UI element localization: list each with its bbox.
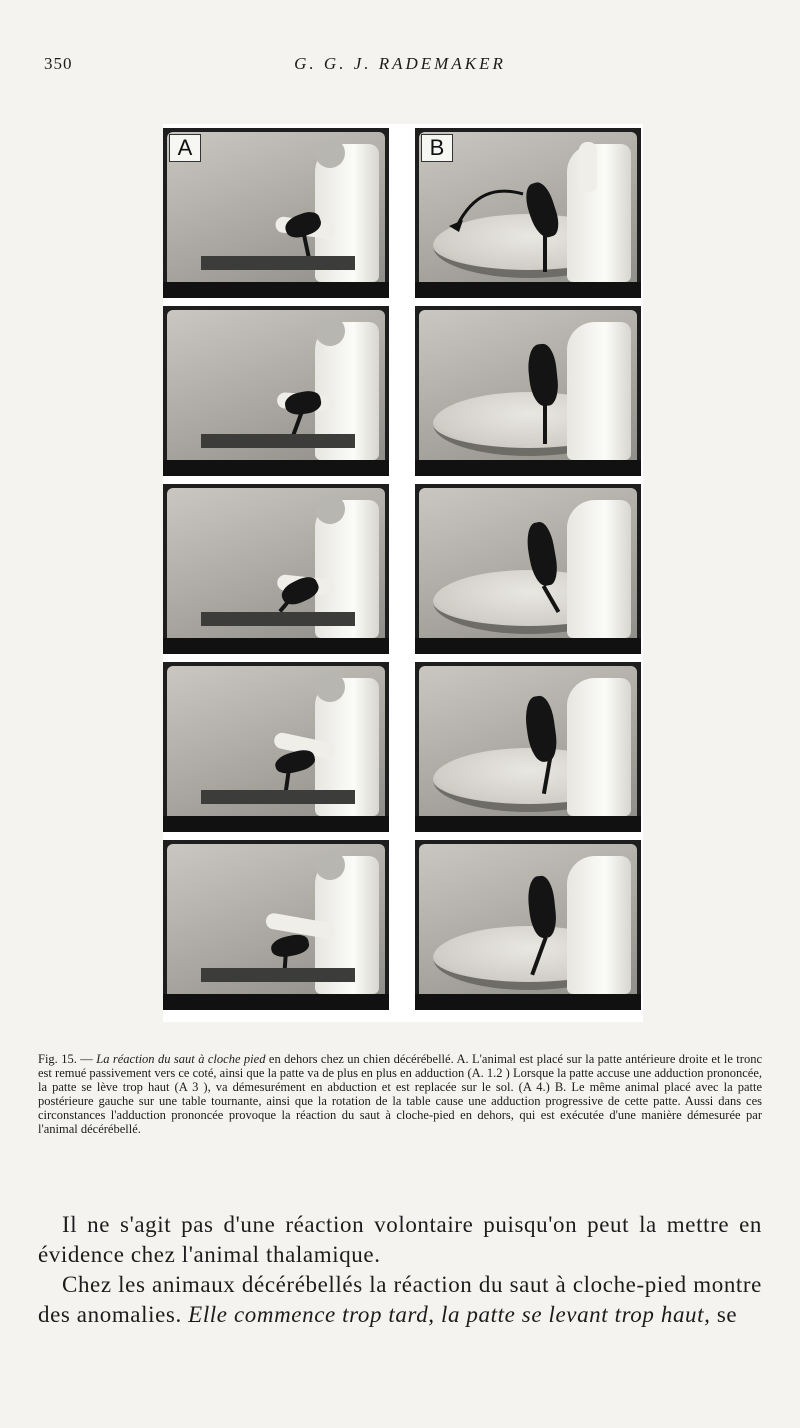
table-edge — [415, 638, 641, 654]
table-edge — [415, 282, 641, 298]
dog-leg — [543, 232, 547, 272]
table-edge — [163, 994, 389, 1010]
running-head: G. G. J. RADEMAKER — [294, 54, 506, 73]
caption-title: La réaction du saut à cloche pied — [96, 1052, 266, 1066]
caption-text: en dehors chez un chien décérébellé. A. L'animal est placé sur la patte antérieure droite et le tronc est remué passivement vers ce coté, ainsi que la patte va de plus en plus en adduction (A. 1.2 ) Lorsque la patte accuse une adduction prononcée, la patte se lève trop haut (A 3 ), va démesurément en abduction et est replacée sur le sol. (A 4.) B. Le même animal placé avec la patte postérieure gauche sur une table tournante, ainsi que la rotation de la table cause une adduction progressive de cette patte. Aussi dans ces circonstances l'adduction prononcée provoque la réaction du saut à cloche-pied en dehors, qui est exécutée d'une manière démesurée par l'animal décérébellé. — [38, 1052, 762, 1136]
table — [201, 434, 355, 448]
table-edge — [163, 816, 389, 832]
experimenter — [567, 144, 631, 282]
experimenter-head — [315, 138, 345, 168]
panel-a-frame-3 — [163, 484, 389, 654]
table-edge — [163, 638, 389, 654]
panel-b-label: B — [421, 134, 453, 162]
panel-a-label: A — [169, 134, 201, 162]
paragraph-1: Il ne s'agit pas d'une réaction volontaire puisqu'on peut la mettre en évidence chez l'animal thalamique. — [38, 1212, 762, 1267]
body-text — [38, 1210, 762, 1330]
figure-caption — [38, 1052, 762, 1136]
experimenter — [567, 856, 631, 994]
paragraph-2-italic: Elle commence trop tard, la patte se levant trop haut, — [188, 1302, 711, 1327]
panel-b-frame-2 — [415, 306, 641, 476]
dog-leg — [543, 404, 547, 444]
experimenter — [567, 322, 631, 460]
paragraph-2-tail: se — [716, 1302, 738, 1327]
paragraph-2-plain: Chez les animaux décérébellés la réaction du saut à cloche-pied montre des anomalies. — [38, 1272, 762, 1327]
experimenter — [567, 678, 631, 816]
experimenter-arm — [579, 142, 597, 192]
table — [201, 790, 355, 804]
table-edge — [415, 460, 641, 476]
figure-15 — [163, 124, 643, 1022]
panel-a-frame-4 — [163, 662, 389, 832]
table-edge — [163, 460, 389, 476]
table-edge — [415, 816, 641, 832]
table — [201, 256, 355, 270]
experimenter-head — [315, 672, 345, 702]
panel-a-frame-2 — [163, 306, 389, 476]
experimenter-head — [315, 316, 345, 346]
curved-arrow-icon — [445, 186, 525, 236]
table-edge — [415, 994, 641, 1010]
dog — [273, 747, 317, 777]
panel-b-frame-1 — [415, 128, 641, 298]
page-number: 350 — [44, 54, 73, 73]
experimenter-head — [315, 494, 345, 524]
experimenter — [567, 500, 631, 638]
panel-b-frame-3 — [415, 484, 641, 654]
panel-a-frame-5 — [163, 840, 389, 1010]
panel-b-frame-4 — [415, 662, 641, 832]
caption-fig-label: Fig. 15. — — [38, 1052, 93, 1066]
table — [201, 612, 355, 626]
panel-a-frame-1 — [163, 128, 389, 298]
table — [201, 968, 355, 982]
panel-b-frame-5 — [415, 840, 641, 1010]
experimenter-head — [315, 850, 345, 880]
paragraph-2 — [38, 1270, 762, 1330]
dog — [269, 932, 310, 959]
table-edge — [163, 282, 389, 298]
